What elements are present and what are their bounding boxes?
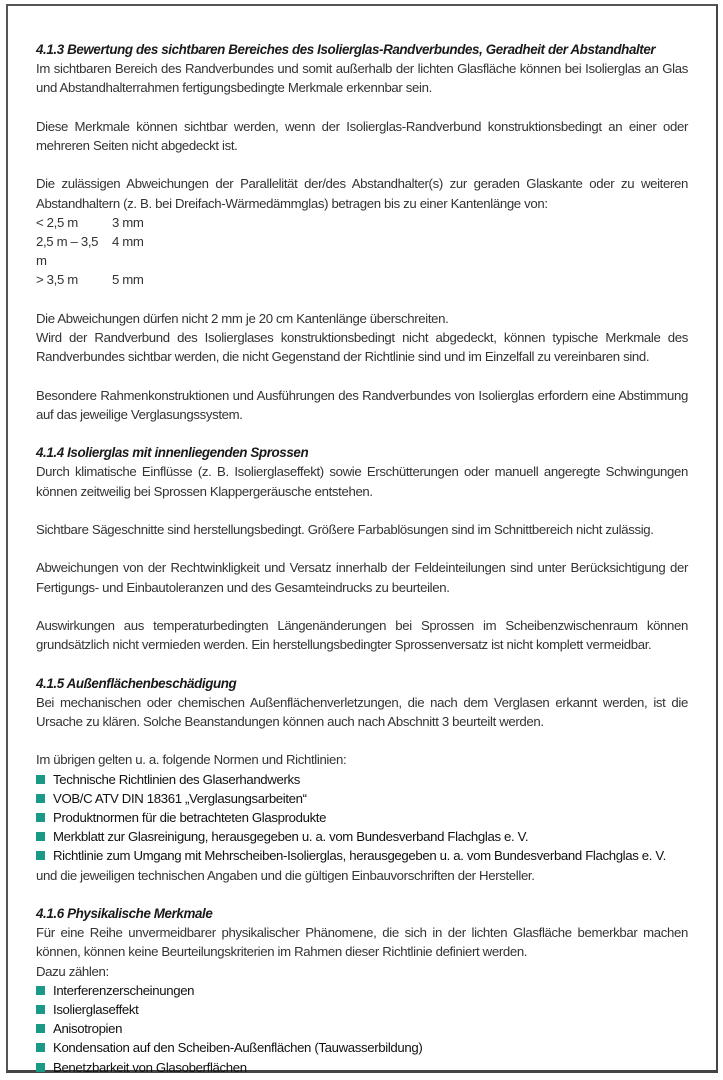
tolerance-row	[36, 232, 688, 270]
list-item-text: Interferenzerscheinungen	[53, 982, 195, 998]
list-item-text: Richtlinie zum Umgang mit Mehrscheiben-Isolierglas, herausgegeben u. a. vom Bundesverband Flachglas e. V.	[53, 848, 666, 864]
document-body	[36, 40, 688, 1077]
paragraph: Im übrigen gelten u. a. folgende Normen und Richtlinien:	[36, 752, 347, 768]
section-heading: 4.1.6 Physikalische Merkmale	[36, 905, 213, 921]
paragraph: Bei mechanischen oder chemischen Außenflächenverletzungen, die nach dem Verglasen erkannt werden, ist die Ursache zu klären. Solche Beanstandungen können auch nach Abschnitt 3 beurteilt werden.	[36, 694, 688, 729]
paragraph: Auswirkungen aus temperaturbedingten Längenänderungen bei Sprossen im Scheibenzwischenraum können grundsätzlich nicht vermieden werden. Ein herstellungsbedingter Sprossenversatz ist nicht komplett vermeidbar.	[36, 617, 688, 653]
bullet-square-icon	[36, 1005, 45, 1014]
bullet-square-icon	[36, 986, 45, 995]
norms-list	[36, 770, 688, 866]
bullet-square-icon	[36, 1063, 45, 1072]
tolerance-value: 5 mm	[112, 272, 144, 288]
tolerance-row	[36, 213, 688, 232]
list-item	[36, 789, 688, 808]
section-heading: 4.1.3 Bewertung des sichtbaren Bereiches des Isolierglas-Randverbundes, Geradheit der Abstandhalter	[36, 42, 656, 57]
section-heading: 4.1.4 Isolierglas mit innenliegenden Sprossen	[36, 445, 309, 461]
list-item	[36, 1058, 688, 1077]
list-item	[36, 1038, 688, 1057]
list-item-text: VOB/C ATV DIN 18361 „Verglasungsarbeiten“	[53, 790, 307, 806]
paragraph: Die Abweichungen dürfen nicht 2 mm je 20 cm Kantenlänge überschreiten.	[36, 310, 449, 326]
section-4-1-3	[36, 40, 688, 443]
paragraph: Wird der Randverbund des Isolierglases konstruktionsbedingt nicht abgedeckt, können typische Merkmale des Randverbundes sichtbar werden, die nicht Gegenstand der Richtlinie sind und im Einzelfall zu vereinbaren sind.	[36, 330, 688, 365]
tolerance-row	[36, 270, 688, 289]
bullet-square-icon	[36, 832, 45, 841]
paragraph: Besondere Rahmenkonstruktionen und Ausführungen des Randverbundes von Isolierglas erfordern eine Abstimmung auf das jeweilige Verglasungssystem.	[36, 387, 688, 422]
list-item	[36, 1019, 688, 1038]
list-item	[36, 981, 688, 1000]
tolerance-range: 2,5 m – 3,5 m	[36, 234, 99, 269]
tolerance-range: < 2,5 m	[36, 214, 78, 230]
list-item	[36, 770, 688, 789]
paragraph: und die jeweiligen technischen Angaben und die gültigen Einbauvorschriften der Hersteller.	[36, 867, 535, 883]
list-item-text: Benetzbarkeit von Glasoberflächen	[53, 1059, 247, 1075]
bullet-square-icon	[36, 794, 45, 803]
paragraph: Für eine Reihe unvermeidbarer physikalischer Phänomene, die sich in der lichten Glasfläche bemerkbar machen können, können keine Beurteilungskriterien im Rahmen dieser Richtlinie definiert werden.	[36, 925, 688, 960]
phenomena-list	[36, 981, 688, 1077]
list-item	[36, 827, 688, 846]
paragraph: Durch klimatische Einflüsse (z. B. Isolierglaseffekt) sowie Erschütterungen oder manuell angeregte Schwingungen können zeitweilig bei Sprossen Klappergeräusche entstehen.	[36, 464, 688, 499]
paragraph: Abweichungen von der Rechtwinkligkeit und Versatz innerhalb der Feldeinteilungen sind unter Berücksichtigung der Fertigungs- und Einbautoleranzen und des Gesamteindrucks zu beurteilen.	[36, 560, 688, 595]
bullet-square-icon	[36, 775, 45, 784]
list-item	[36, 1000, 688, 1019]
list-item-text: Technische Richtlinien des Glaserhandwerks	[53, 771, 300, 787]
paragraph: Sichtbare Sägeschnitte sind herstellungsbedingt. Größere Farbablösungen sind im Schnittbereich nicht zulässig.	[36, 521, 654, 537]
list-item-text: Isolierglaseffekt	[53, 1001, 139, 1017]
tolerance-range: > 3,5 m	[36, 272, 78, 288]
bullet-square-icon	[36, 851, 45, 860]
paragraph: Dazu zählen:	[36, 963, 109, 979]
section-heading: 4.1.5 Außenflächenbeschädigung	[36, 675, 237, 691]
bullet-square-icon	[36, 813, 45, 822]
tolerance-value: 4 mm	[112, 234, 144, 249]
list-item-text: Kondensation auf den Scheiben-Außenflächen (Tauwasserbildung)	[53, 1040, 423, 1056]
section-4-1-4	[36, 443, 688, 673]
bullet-square-icon	[36, 1024, 45, 1033]
paragraph: Die zulässigen Abweichungen der Parallelität der/des Abstandhalter(s) zur geraden Glaskante oder zu weiteren Abstandhaltern (z. B. bei Dreifach-Wärmedämmglas) betragen bis zu einer Kantenlänge von:	[36, 176, 688, 211]
list-item-text: Anisotropien	[53, 1021, 123, 1037]
list-item	[36, 808, 688, 827]
bullet-square-icon	[36, 1043, 45, 1052]
tolerance-value: 3 mm	[112, 214, 144, 230]
tolerance-table	[36, 213, 688, 290]
list-item-text: Produktnormen für die betrachteten Glasprodukte	[53, 809, 327, 825]
paragraph: Im sichtbaren Bereich des Randverbundes und somit außerhalb der lichten Glasfläche können bei Isolierglas an Glas und Abstandhalterrahmen fertigungsbedingte Merkmale erkennbar sein.	[36, 61, 688, 96]
section-4-1-6	[36, 904, 688, 1077]
list-item-text: Merkblatt zur Glasreinigung, herausgegeben u. a. vom Bundesverband Flachglas e. V.	[53, 829, 529, 845]
section-4-1-5	[36, 674, 688, 904]
list-item	[36, 846, 688, 865]
paragraph: Diese Merkmale können sichtbar werden, wenn der Isolierglas-Randverbund konstruktionsbedingt an einer oder mehreren Seiten nicht abgedeckt ist.	[36, 118, 688, 153]
